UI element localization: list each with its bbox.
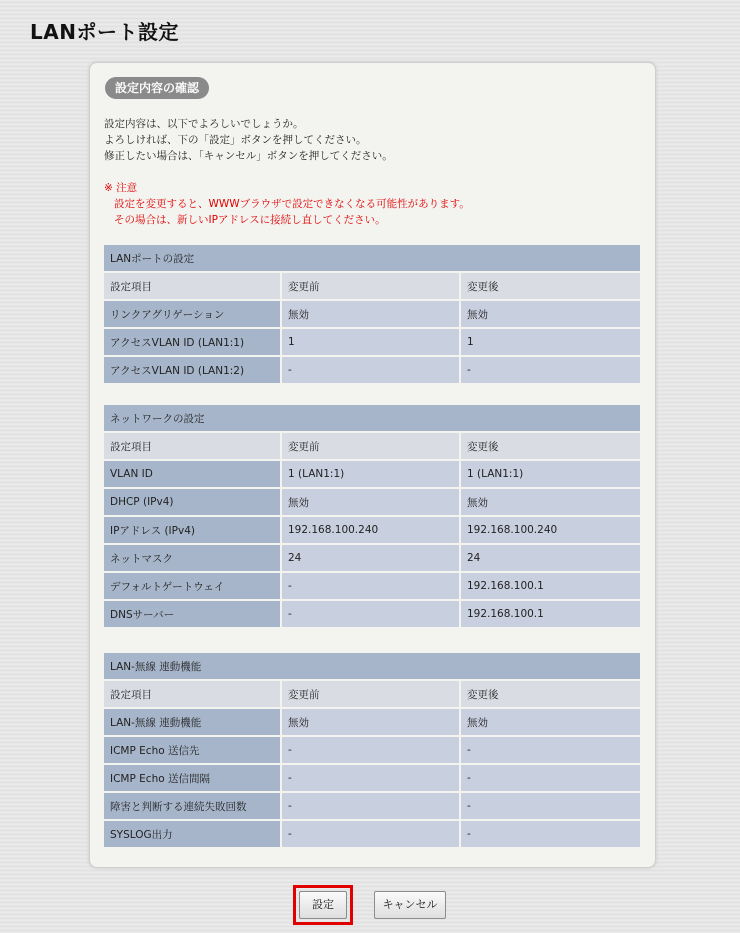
table-row xyxy=(104,765,640,793)
row-after: 192.168.100.240 xyxy=(461,517,640,545)
lan-port-table xyxy=(104,245,640,385)
message-line: 修正したい場合は、「キャンセル」ボタンを押してください。 xyxy=(104,150,393,162)
col-header-before: 変更前 xyxy=(282,681,461,709)
row-label: リンクアグリゲーション xyxy=(104,301,282,329)
row-before: 無効 xyxy=(282,489,461,517)
row-before: 1 (LAN1:1) xyxy=(282,461,461,489)
table-row xyxy=(104,793,640,821)
section-title: ネットワークの設定 xyxy=(104,405,640,433)
confirm-message xyxy=(104,116,393,164)
row-before: - xyxy=(282,737,461,765)
row-label: VLAN ID xyxy=(104,461,282,489)
table-row xyxy=(104,821,640,849)
col-header-before: 変更前 xyxy=(282,433,461,461)
table-row xyxy=(104,301,640,329)
row-after: 1 xyxy=(461,329,640,357)
row-after: 無効 xyxy=(461,709,640,737)
row-after: 無効 xyxy=(461,301,640,329)
submit-button[interactable]: 設定 xyxy=(299,891,347,919)
row-label: アクセスVLAN ID (LAN1:2) xyxy=(104,357,282,385)
row-after: - xyxy=(461,821,640,849)
row-after: 1 (LAN1:1) xyxy=(461,461,640,489)
row-before: - xyxy=(282,573,461,601)
table-row xyxy=(104,709,640,737)
row-label: SYSLOG出力 xyxy=(104,821,282,849)
page-title: LANポート設定 xyxy=(30,20,179,44)
warning-note xyxy=(104,180,470,228)
row-before: 24 xyxy=(282,545,461,573)
message-line: よろしければ、下の「設定」ボタンを押してください。 xyxy=(104,134,367,146)
row-before: 192.168.100.240 xyxy=(282,517,461,545)
row-before: - xyxy=(282,765,461,793)
row-after: - xyxy=(461,793,640,821)
row-before: 1 xyxy=(282,329,461,357)
table-row xyxy=(104,737,640,765)
message-line: 設定内容は、以下でよろしいでしょうか。 xyxy=(104,118,304,130)
row-label: ICMP Echo 送信先 xyxy=(104,737,282,765)
table-row xyxy=(104,573,640,601)
table-row xyxy=(104,329,640,357)
row-label: ネットマスク xyxy=(104,545,282,573)
confirm-panel xyxy=(89,62,656,868)
row-label: ICMP Echo 送信間隔 xyxy=(104,765,282,793)
col-header-item: 設定項目 xyxy=(104,681,282,709)
row-after: 24 xyxy=(461,545,640,573)
row-before: - xyxy=(282,357,461,385)
cancel-button[interactable]: キャンセル xyxy=(374,891,446,919)
row-after: 192.168.100.1 xyxy=(461,601,640,629)
warning-heading: ※ 注意 xyxy=(104,182,138,194)
section-title: LANポートの設定 xyxy=(104,245,640,273)
col-header-before: 変更前 xyxy=(282,273,461,301)
col-header-item: 設定項目 xyxy=(104,273,282,301)
row-label: 障害と判断する連続失敗回数 xyxy=(104,793,282,821)
row-label: LAN-無線 連動機能 xyxy=(104,709,282,737)
table-row xyxy=(104,461,640,489)
table-row xyxy=(104,517,640,545)
lan-wireless-table xyxy=(104,653,640,849)
warning-line: その場合は、新しいIPアドレスに接続し直してください。 xyxy=(114,214,386,226)
table-row xyxy=(104,357,640,385)
col-header-after: 変更後 xyxy=(461,433,640,461)
row-after: - xyxy=(461,357,640,385)
row-after: - xyxy=(461,765,640,793)
row-before: 無効 xyxy=(282,709,461,737)
row-before: 無効 xyxy=(282,301,461,329)
row-label: デフォルトゲートウェイ xyxy=(104,573,282,601)
table-row xyxy=(104,545,640,573)
row-after: 無効 xyxy=(461,489,640,517)
row-label: DNSサーバー xyxy=(104,601,282,629)
row-before: - xyxy=(282,793,461,821)
row-before: - xyxy=(282,601,461,629)
panel-title: 設定内容の確認 xyxy=(105,77,209,99)
table-row xyxy=(104,489,640,517)
row-label: IPアドレス (IPv4) xyxy=(104,517,282,545)
col-header-after: 変更後 xyxy=(461,681,640,709)
row-before: - xyxy=(282,821,461,849)
col-header-item: 設定項目 xyxy=(104,433,282,461)
col-header-after: 変更後 xyxy=(461,273,640,301)
row-label: DHCP (IPv4) xyxy=(104,489,282,517)
row-after: - xyxy=(461,737,640,765)
network-table xyxy=(104,405,640,629)
row-label: アクセスVLAN ID (LAN1:1) xyxy=(104,329,282,357)
table-row xyxy=(104,601,640,629)
section-title: LAN-無線 連動機能 xyxy=(104,653,640,681)
warning-line: 設定を変更すると、WWWブラウザで設定できなくなる可能性があります。 xyxy=(114,198,470,210)
row-after: 192.168.100.1 xyxy=(461,573,640,601)
